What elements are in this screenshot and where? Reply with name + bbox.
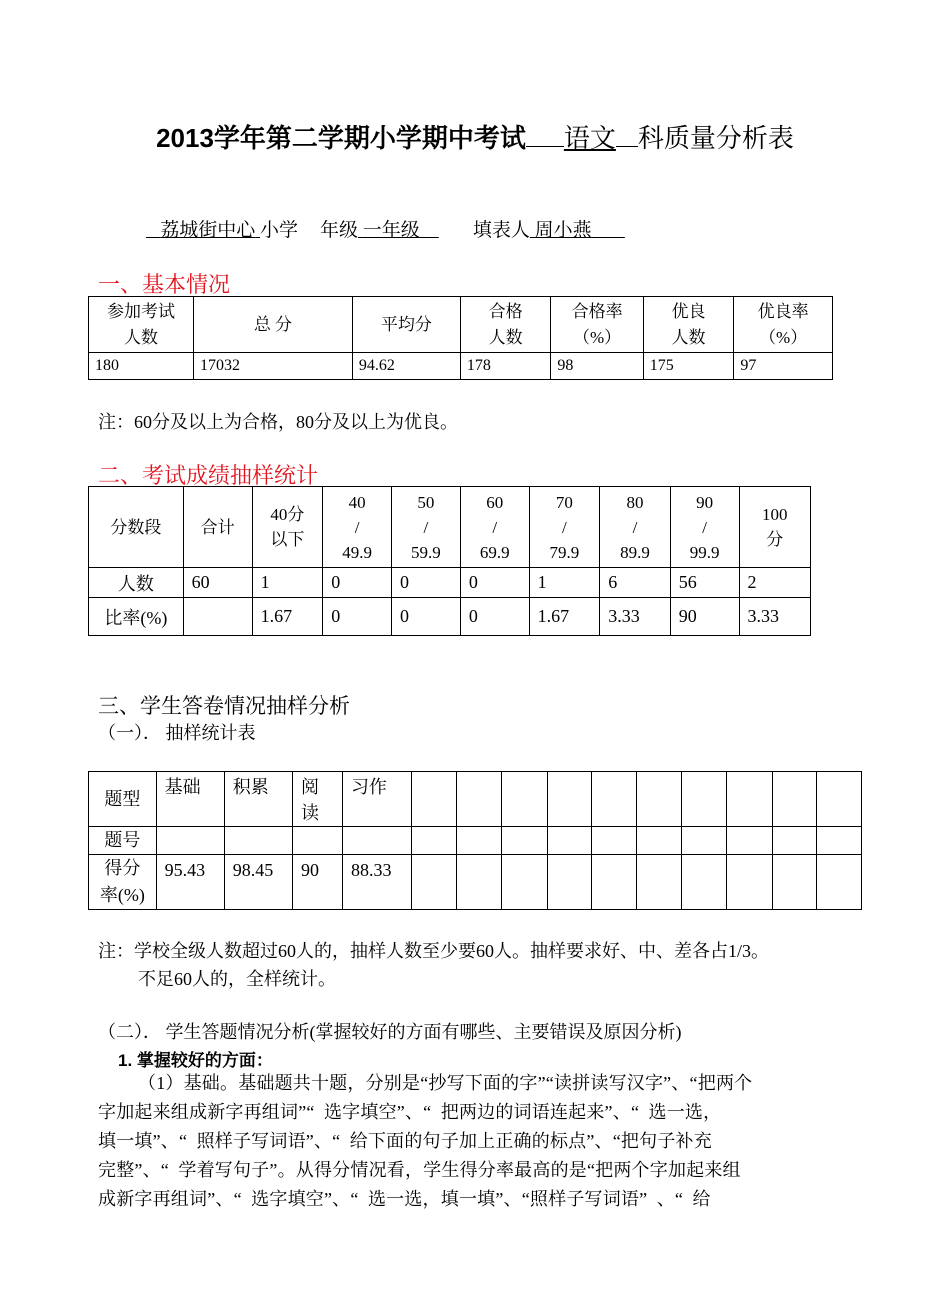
answer-cell bbox=[727, 855, 772, 910]
answer-cell bbox=[682, 827, 727, 855]
cell-text: 1 bbox=[537, 572, 547, 592]
cell-text: 0 bbox=[331, 606, 341, 626]
cell-text: / bbox=[632, 517, 638, 537]
answer-cell bbox=[156, 827, 224, 855]
answer-cell bbox=[592, 827, 637, 855]
cell-text: / bbox=[423, 517, 429, 537]
score-row-value bbox=[183, 598, 252, 636]
answer-cell bbox=[224, 827, 292, 855]
cell-text: 3.33 bbox=[747, 606, 780, 626]
cell-text: 180 bbox=[95, 357, 119, 374]
cell-text: 1.67 bbox=[537, 606, 570, 626]
filler-field: 周小燕 bbox=[534, 220, 592, 241]
basic-header-cell bbox=[89, 297, 194, 353]
cell-text: 40 bbox=[348, 492, 366, 512]
cell-text: 合格 bbox=[488, 301, 523, 321]
basic-value-cell bbox=[551, 353, 643, 380]
title-suffix: 科质量分析表 bbox=[637, 123, 794, 153]
section2-heading: 二、考试成绩抽样统计 bbox=[98, 463, 319, 488]
answer-table-row bbox=[89, 855, 862, 910]
score-band-header bbox=[323, 487, 392, 568]
cell-text: 优良 bbox=[671, 301, 706, 321]
answer-cell bbox=[292, 855, 342, 910]
cell-text: / bbox=[702, 517, 707, 537]
cell-text: 读 bbox=[300, 803, 319, 823]
paragraph-line: （1）基础。基础题共十题，分别是“抄写下面的字”“读拼读写汉字”、“把两个 bbox=[138, 1073, 753, 1093]
cell-text: 分数段 bbox=[110, 517, 162, 537]
title-blank-left bbox=[526, 146, 564, 147]
basic-header-cell bbox=[643, 297, 734, 353]
answer-cell bbox=[682, 772, 727, 827]
answer-row-label bbox=[89, 772, 157, 827]
basic-value-cell bbox=[643, 353, 734, 380]
analysis-paragraph bbox=[98, 1069, 858, 1214]
cell-text: 总 分 bbox=[253, 314, 293, 334]
score-row-value bbox=[460, 568, 529, 598]
answer-cell bbox=[817, 772, 862, 827]
cell-text: 题型 bbox=[104, 788, 141, 809]
paragraph-line: 成新字再组词”、“ 选字填空”、“ 选一选，填一填”、“照样子写词语” 、“ 给 bbox=[98, 1189, 711, 1209]
score-band-header bbox=[252, 487, 323, 568]
score-row-value bbox=[600, 568, 671, 598]
section3-note-line2: 不足60人的，全样统计。 bbox=[138, 969, 336, 989]
cell-text: 95.43 bbox=[164, 860, 206, 880]
paragraph-line: 填一填”、“ 照样子写词语”、“ 给下面的句子加上正确的标点”、“把句子补充 bbox=[98, 1131, 712, 1151]
score-row-value bbox=[670, 568, 739, 598]
cell-text: 人数 bbox=[671, 327, 706, 347]
score-band-header bbox=[89, 487, 184, 568]
score-band-header bbox=[529, 487, 600, 568]
cell-text: 40分 bbox=[270, 505, 305, 524]
cell-text: 积累 bbox=[232, 777, 269, 797]
cell-text: 3.33 bbox=[608, 606, 640, 626]
section3-sub1: （一）． 抽样统计表 bbox=[98, 723, 256, 743]
score-row-value bbox=[600, 598, 671, 636]
cell-text: 6 bbox=[608, 572, 618, 592]
cell-text: 178 bbox=[466, 357, 491, 374]
school-field: 荔城街中心 bbox=[160, 220, 256, 241]
score-band-header bbox=[670, 487, 739, 568]
answer-cell bbox=[636, 772, 681, 827]
basic-header-cell bbox=[460, 297, 551, 353]
basic-value-cell bbox=[352, 353, 460, 380]
cell-text: 比率(%) bbox=[104, 607, 168, 628]
cell-text: 基础 bbox=[164, 777, 201, 797]
basic-value-cell bbox=[460, 353, 551, 380]
answer-cell bbox=[636, 827, 681, 855]
paragraph-line: 字加起来组成新字再组词”“ 选字填空”、“ 把两边的词语连起来”、“ 选一选， bbox=[98, 1102, 722, 1122]
cell-text: 90 bbox=[300, 860, 319, 880]
cell-text: / bbox=[562, 517, 567, 537]
answer-cell bbox=[411, 855, 456, 910]
cell-text: 习作 bbox=[350, 777, 387, 797]
cell-text: （%） bbox=[573, 327, 622, 347]
score-row-value bbox=[392, 598, 461, 636]
cell-text: 1 bbox=[260, 572, 270, 592]
cell-text: 90 bbox=[678, 606, 697, 626]
answer-cell bbox=[411, 827, 456, 855]
basic-value-cell bbox=[89, 353, 194, 380]
answer-cell bbox=[457, 855, 502, 910]
point1-heading: 1. 掌握较好的方面： bbox=[118, 1051, 273, 1070]
cell-text: 60 bbox=[191, 572, 210, 592]
score-band-header bbox=[460, 487, 529, 568]
answer-cell bbox=[772, 855, 817, 910]
filler-label: 填表人 bbox=[472, 220, 530, 241]
cell-text: 60 bbox=[486, 492, 504, 512]
answer-cell bbox=[502, 827, 547, 855]
answer-cell bbox=[156, 772, 224, 827]
answer-cell bbox=[682, 855, 727, 910]
answer-cell bbox=[727, 772, 772, 827]
info-line bbox=[146, 215, 625, 242]
cell-text: 56 bbox=[678, 572, 697, 592]
score-band-header bbox=[392, 487, 461, 568]
basic-info-table bbox=[88, 296, 833, 380]
answer-cell bbox=[636, 855, 681, 910]
cell-text: 题号 bbox=[104, 830, 141, 850]
answer-cell bbox=[411, 772, 456, 827]
cell-text: 得分 bbox=[104, 858, 141, 878]
cell-text: 79.9 bbox=[549, 542, 580, 562]
page-title bbox=[0, 118, 950, 155]
cell-text: 94.62 bbox=[358, 357, 395, 374]
score-band-header bbox=[739, 487, 810, 568]
cell-text: / bbox=[354, 517, 360, 537]
cell-text: 1.67 bbox=[260, 606, 293, 626]
answer-cell bbox=[292, 772, 342, 827]
basic-header-cell bbox=[352, 297, 460, 353]
score-row-value bbox=[183, 568, 252, 598]
cell-text: 阅 bbox=[300, 777, 319, 797]
cell-text: 97 bbox=[740, 357, 757, 374]
answer-cell bbox=[342, 855, 411, 910]
cell-text: 175 bbox=[649, 357, 674, 374]
cell-text: 88.33 bbox=[350, 860, 392, 880]
basic-value-cell bbox=[194, 353, 353, 380]
score-row-value bbox=[252, 568, 323, 598]
cell-text: 100 bbox=[762, 505, 788, 524]
basic-header-cell bbox=[194, 297, 353, 353]
answer-cell bbox=[156, 855, 224, 910]
answer-cell bbox=[457, 772, 502, 827]
cell-text: 合计 bbox=[200, 517, 235, 537]
cell-text: 0 bbox=[468, 606, 478, 626]
section3-note-line1: 注：学校全级人数超过60人的，抽样人数至少要60人。抽样要求好、中、差各占1/3。 bbox=[98, 941, 769, 961]
cell-text: 0 bbox=[400, 606, 410, 626]
cell-text: 人数 bbox=[124, 327, 158, 347]
score-row-value bbox=[460, 598, 529, 636]
cell-text: 0 bbox=[468, 572, 478, 592]
cell-text: 人数 bbox=[488, 327, 523, 347]
section1-heading: 一、基本情况 bbox=[98, 272, 231, 297]
cell-text: 0 bbox=[400, 572, 410, 592]
basic-header-cell bbox=[734, 297, 833, 353]
score-row-value bbox=[739, 568, 810, 598]
score-row-value bbox=[670, 598, 739, 636]
section3-sub2: （二）． 学生答题情况分析(掌握较好的方面有哪些、主要错误及原因分析) bbox=[98, 1022, 682, 1042]
cell-text: 以下 bbox=[270, 530, 305, 549]
answer-cell bbox=[502, 855, 547, 910]
answer-table-row bbox=[89, 772, 862, 827]
basic-header-cell bbox=[551, 297, 643, 353]
answer-row-label bbox=[89, 827, 157, 855]
answer-cell bbox=[342, 827, 411, 855]
cell-text: 合格率 bbox=[571, 301, 623, 321]
answer-cell bbox=[817, 827, 862, 855]
cell-text: 69.9 bbox=[479, 542, 510, 562]
cell-text: 49.9 bbox=[342, 542, 372, 562]
score-sample-table bbox=[88, 486, 811, 636]
answer-cell bbox=[772, 827, 817, 855]
answer-cell bbox=[772, 772, 817, 827]
score-band-header bbox=[600, 487, 671, 568]
school-suffix: 小学 bbox=[260, 220, 299, 241]
cell-text: 80 bbox=[626, 492, 644, 512]
cell-text: 70 bbox=[555, 492, 573, 512]
score-row-value bbox=[392, 568, 461, 598]
cell-text: 优良率 bbox=[757, 301, 809, 321]
cell-text: 98.45 bbox=[232, 860, 274, 880]
title-prefix: 2013学年第二学期小学期中考试 bbox=[156, 123, 526, 153]
answer-cell bbox=[547, 827, 592, 855]
answer-cell bbox=[727, 827, 772, 855]
score-row-label bbox=[89, 598, 184, 636]
cell-text: 99.9 bbox=[689, 542, 720, 562]
section1-note: 注：60分及以上为合格，80分及以上为优良。 bbox=[98, 412, 458, 432]
answer-cell bbox=[224, 772, 292, 827]
cell-text: 17032 bbox=[200, 357, 240, 374]
answer-cell bbox=[342, 772, 411, 827]
answer-cell bbox=[592, 772, 637, 827]
title-blank-right bbox=[616, 146, 638, 147]
answer-cell bbox=[592, 855, 637, 910]
answer-row-label bbox=[89, 855, 157, 910]
grade-field: 一年级 bbox=[362, 220, 420, 241]
cell-text: （%） bbox=[759, 327, 808, 347]
cell-text: 分 bbox=[766, 530, 784, 549]
cell-text: 90 bbox=[696, 492, 714, 512]
answer-cell bbox=[457, 827, 502, 855]
answer-cell bbox=[547, 855, 592, 910]
score-row-label bbox=[89, 568, 184, 598]
basic-value-cell bbox=[734, 353, 833, 380]
score-band-header bbox=[183, 487, 252, 568]
cell-text: 50 bbox=[417, 492, 435, 512]
score-row-value bbox=[323, 598, 392, 636]
cell-text: 参加考试 bbox=[107, 301, 175, 321]
answer-table-row bbox=[89, 827, 862, 855]
title-subject: 语文 bbox=[563, 123, 616, 153]
answer-cell bbox=[502, 772, 547, 827]
paragraph-line: 完整”、“ 学着写句子”。从得分情况看，学生得分率最高的是“把两个字加起来组 bbox=[98, 1160, 741, 1180]
cell-text: 98 bbox=[557, 357, 574, 374]
cell-text: 59.9 bbox=[411, 542, 441, 562]
cell-text: 人数 bbox=[117, 573, 154, 594]
answer-cell bbox=[817, 855, 862, 910]
score-row-value bbox=[323, 568, 392, 598]
answer-cell bbox=[547, 772, 592, 827]
cell-text: 2 bbox=[747, 572, 757, 592]
answer-sample-table bbox=[88, 771, 862, 910]
cell-text: 89.9 bbox=[620, 542, 650, 562]
cell-text: 率(%) bbox=[99, 885, 145, 905]
cell-text: 平均分 bbox=[380, 314, 432, 334]
score-row-value bbox=[252, 598, 323, 636]
score-row-value bbox=[529, 598, 600, 636]
answer-cell bbox=[292, 827, 342, 855]
cell-text: / bbox=[492, 517, 498, 537]
cell-text: 0 bbox=[331, 572, 341, 592]
answer-cell bbox=[224, 855, 292, 910]
section3-heading: 三、学生答卷情况抽样分析 bbox=[98, 695, 350, 718]
score-row-value bbox=[529, 568, 600, 598]
grade-label: 年级 bbox=[320, 220, 359, 241]
score-row-value bbox=[739, 598, 810, 636]
